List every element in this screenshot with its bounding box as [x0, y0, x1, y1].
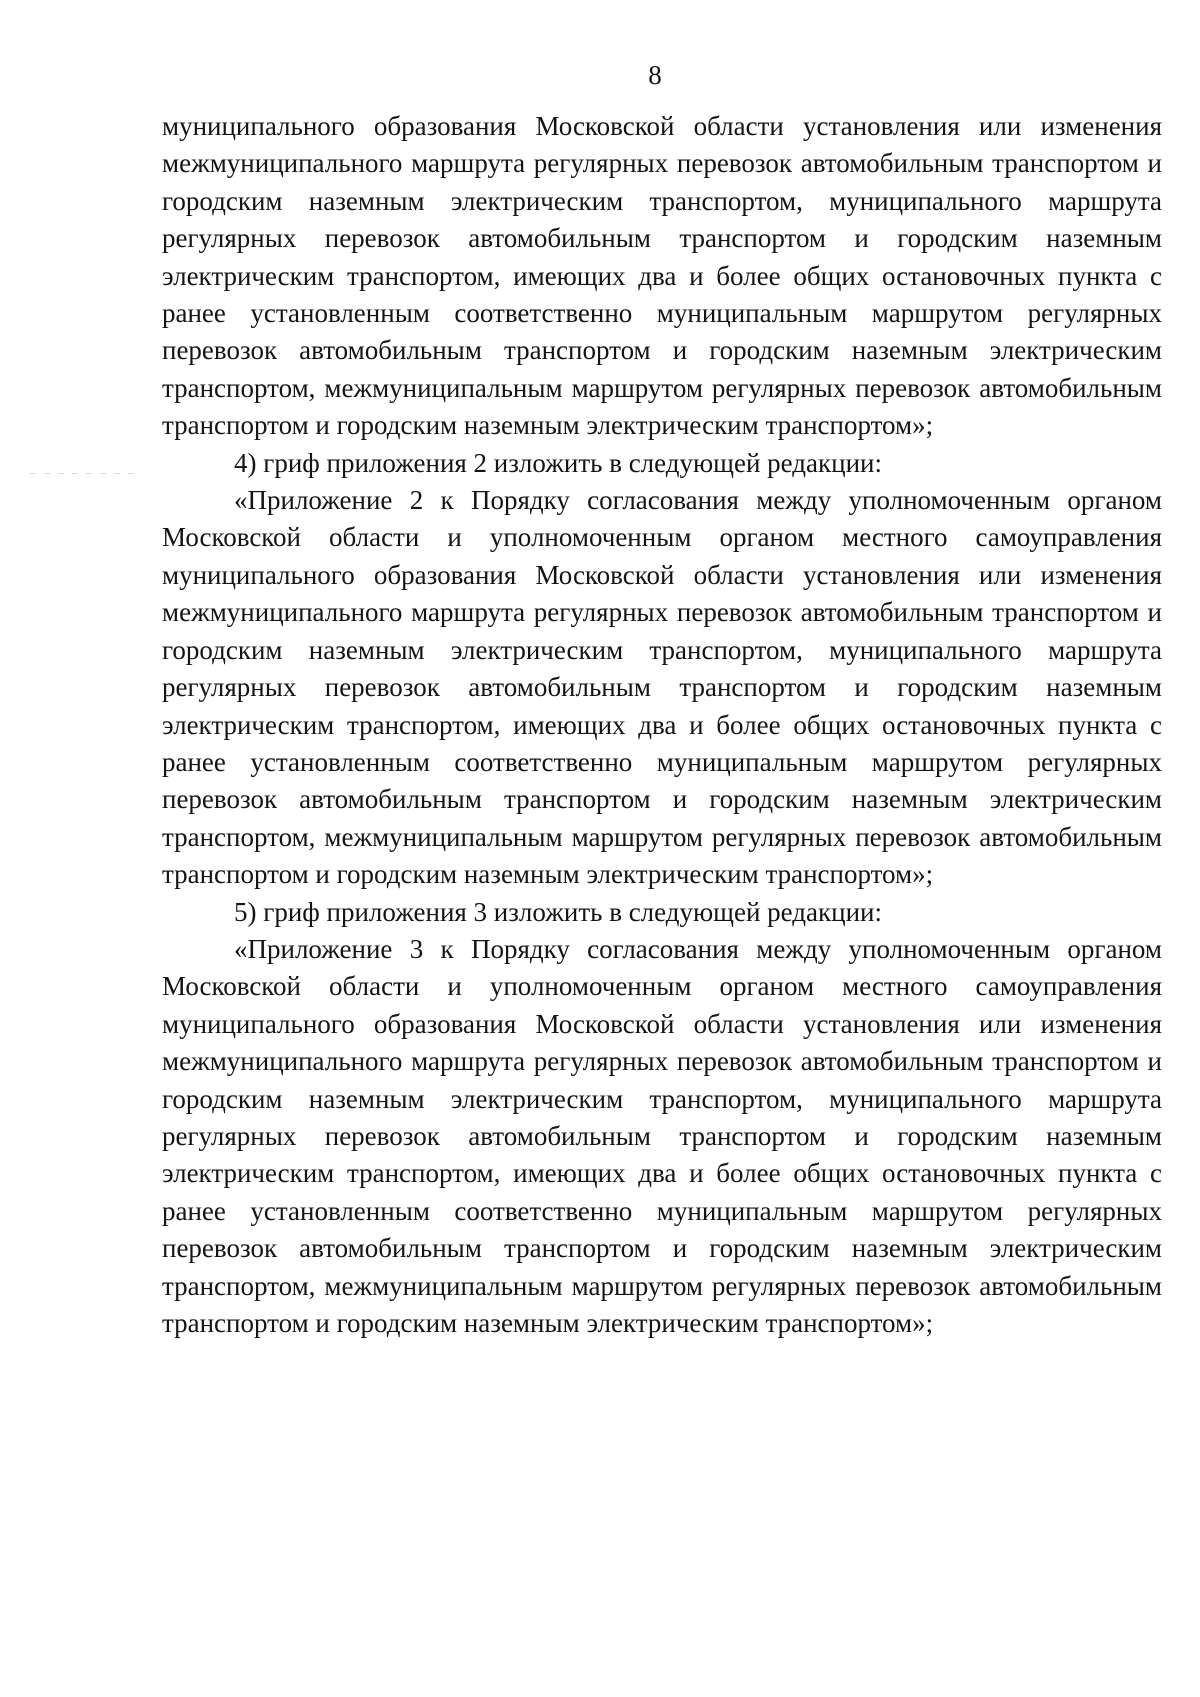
page-number: 8	[648, 60, 662, 90]
document-body	[162, 108, 1162, 1342]
paragraph-item-5: 5) гриф приложения 3 изложить в следующей редакции:	[234, 896, 882, 927]
scan-artifact	[30, 473, 140, 474]
paragraph-item-4: 4) гриф приложения 2 изложить в следующей редакции:	[234, 447, 882, 478]
paragraph-appendix-3-stamp: «Приложение 3 к Порядку согласования между уполномоченным органом Московской области и уполномоченным органом местного самоуправления муниципального образования Московской области установления или изменения межмуниципального маршрута регулярных перевозок автомобильным транспортом и городским наземным электрическим транспортом, муниципального маршрута регулярных перевозок автомобильным транспортом и городским наземным электрическим транспортом, имеющих два и более общих остановочных пункта с ранее установленным соответственно муниципальным маршрутом регулярных перевозок автомобильным транспортом и городским наземным электрическим транспортом, межмуниципальным маршрутом регулярных перевозок автомобильным транспортом и городским наземным электрическим транспортом»;	[162, 933, 1162, 1338]
paragraph-appendix-2-stamp: «Приложение 2 к Порядку согласования между уполномоченным органом Московской области и уполномоченным органом местного самоуправления муниципального образования Московской области установления или изменения межмуниципального маршрута регулярных перевозок автомобильным транспортом и городским наземным электрическим транспортом, муниципального маршрута регулярных перевозок автомобильным транспортом и городским наземным электрическим транспортом, имеющих два и более общих остановочных пункта с ранее установленным соответственно муниципальным маршрутом регулярных перевозок автомобильным транспортом и городским наземным электрическим транспортом, межмуниципальным маршрутом регулярных перевозок автомобильным транспортом и городским наземным электрическим транспортом»;	[162, 485, 1162, 890]
paragraph-continuation: муниципального образования Московской области установления или изменения межмуниципального маршрута регулярных перевозок автомобильным транспортом и городским наземным электрическим транспортом, муниципального маршрута регулярных перевозок автомобильным транспортом и городским наземным электрическим транспортом, имеющих два и более общих остановочных пункта с ранее установленным соответственно муниципальным маршрутом регулярных перевозок автомобильным транспортом и городским наземным электрическим транспортом, межмуниципальным маршрутом регулярных перевозок автомобильным транспортом и городским наземным электрическим транспортом»;	[162, 111, 1162, 441]
